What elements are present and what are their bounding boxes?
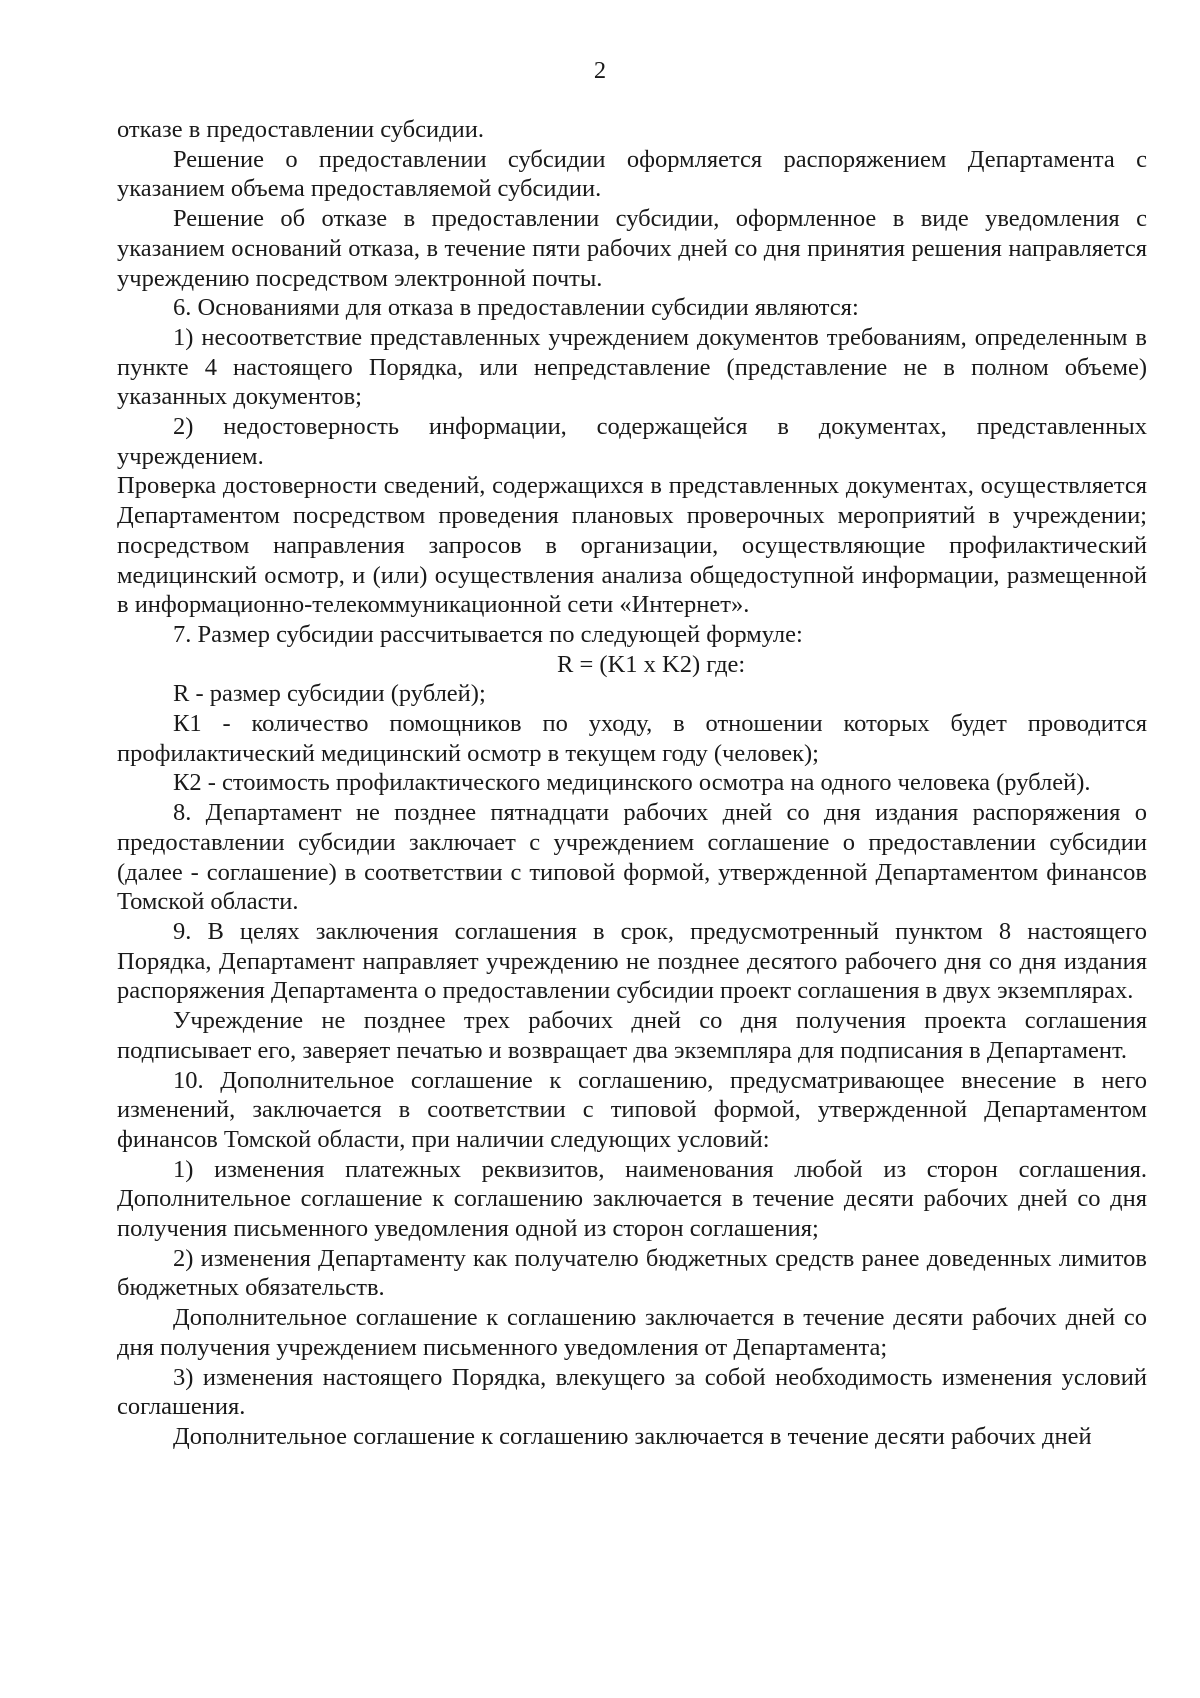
formula-variable: К2 - стоимость профилактического медицинского осмотра на одного человека (рублей). <box>173 769 1091 797</box>
list-item: 2) изменения Департаменту как получателю бюджетных средств ранее доведенных лимитов бюджетных обязательств. <box>117 1244 1147 1302</box>
list-item: 1) несоответствие представленных учреждением документов требованиям, определенным в пункте 4 настоящего Порядка, или непредставление (представление не в полном объеме) указанных документов; <box>117 323 1147 411</box>
formula-variable: R - размер субсидии (рублей); <box>173 680 486 708</box>
section-6-heading: 6. Основаниями для отказа в предоставлении субсидии являются: <box>173 294 859 322</box>
paragraph: Решение об отказе в предоставлении субсидии, оформленное в виде уведомления с указанием оснований отказа, в течение пяти рабочих дней со дня принятия решения направляется учреждению посредством электронной почты. <box>117 205 1147 292</box>
document-body <box>117 115 1147 1452</box>
paragraph: отказе в предоставлении субсидии. <box>117 116 484 143</box>
section-7-heading: 7. Размер субсидии рассчитывается по следующей формуле: <box>173 620 803 648</box>
paragraph: Дополнительное соглашение к соглашению заключается в течение десяти рабочих дней со дня получения учреждением письменного уведомления от Департамента; <box>117 1304 1147 1361</box>
formula: R = (K1 x K2) где: <box>557 650 746 678</box>
list-item: 3) изменения настоящего Порядка, влекущего за собой необходимость изменения условий соглашения. <box>117 1363 1147 1421</box>
page-number: 2 <box>593 57 607 84</box>
list-item: 2) недостоверность информации, содержащейся в документах, представленных учреждением. <box>117 413 1147 470</box>
paragraph: Решение о предоставлении субсидии оформляется распоряжением Департамента с указанием объема предоставляемой субсидии. <box>117 145 1147 203</box>
section-9-paragraph: 9. В целях заключения соглашения в срок, предусмотренный пунктом 8 настоящего Порядка, Департамент направляет учреждению не позднее десятого рабочего дня со дня издания распоряжения Департамента о предоставлении субсидии проект соглашения в двух экземплярах. <box>117 917 1147 1005</box>
formula-variable: К1 - количество помощников по уходу, в отношении которых будет проводится профилактический медицинский осмотр в текущем году (человек); <box>117 710 1147 767</box>
paragraph: Проверка достоверности сведений, содержащихся в представленных документах, осуществляется Департаментом посредством проведения плановых проверочных мероприятий в учреждении; посредством направления запросов в организации, осуществляющие профилактический медицинский осмотр, и (или) осуществления анализа общедоступной информации, размещенной в информационно-телекоммуникационной сети «Интернет». <box>117 472 1147 619</box>
section-8-paragraph: 8. Департамент не позднее пятнадцати рабочих дней со дня издания распоряжения о предоставлении субсидии заключает с учреждением соглашение о предоставлении субсидии (далее - соглашение) в соответствии с типовой формой, утвержденной Департаментом финансов Томской области. <box>117 799 1147 916</box>
paragraph: Дополнительное соглашение к соглашению заключается в течение десяти рабочих дней <box>173 1422 1092 1450</box>
section-10-paragraph: 10. Дополнительное соглашение к соглашению, предусматривающее внесение в него изменений, заключается в соответствии с типовой формой, утвержденной Департаментом финансов Томской области, при наличии следующих условий: <box>117 1066 1147 1153</box>
paragraph: Учреждение не позднее трех рабочих дней со дня получения проекта соглашения подписывает его, заверяет печатью и возвращает два экземпляра для подписания в Департамент. <box>117 1007 1147 1064</box>
list-item: 1) изменения платежных реквизитов, наименования любой из сторон соглашения. Дополнительное соглашение к соглашению заключается в течение десяти рабочих дней со дня получения письменного уведомления одной из сторон соглашения; <box>117 1155 1147 1243</box>
